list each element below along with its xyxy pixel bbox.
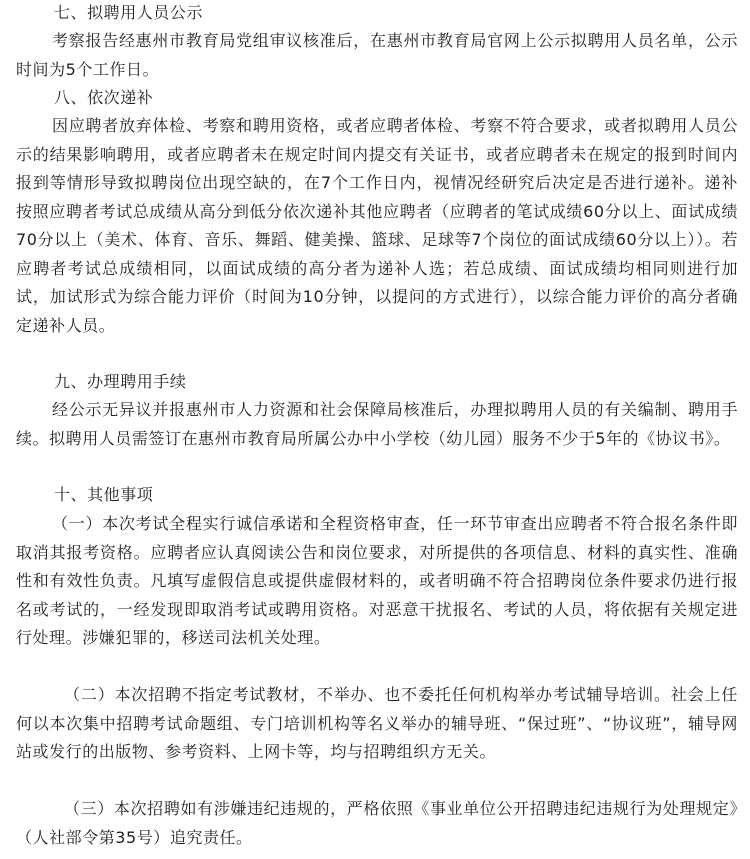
section-10-paragraph-1: （一）本次考试全程实行诚信承诺和全程资格审查，任一环节审查出应聘者不符合报名条件即取消其报考资格。应聘者应认真阅读公告和岗位要求，对所提供的各项信息、材料的真实性、准确性和有效性负责。凡填写虚假信息或提供虚假材料的，或者明确不符合招聘岗位条件要求仍进行报名或考试的，一经发现即取消考试或聘用资格。对恶意干扰报名、考试的人员，将依据有关规定进行处理。涉嫌犯罪的，移送司法机关处理。 [16, 514, 738, 647]
section-heading-7: 七、拟聘用人员公示 [54, 3, 203, 22]
section-8-paragraph-1: 因应聘者放弃体检、考察和聘用资格，或者应聘者体检、考察不符合要求，或者拟聘用人员公示的结果影响聘用，或者应聘者未在规定时间内提交有关证书，或者应聘者未在规定的报到时间内报到等情形导致拟聘岗位出现空缺的，在7个工作日内，视情况经研究后决定是否进行递补。递补按照应聘者考试总成绩从高分到低分依次递补其他应聘者（应聘者的笔试成绩60分以上、面试成绩70分以上（美术、体育、音乐、舞蹈、健美操、篮球、足球等7个岗位的面试成绩60分以上））。若应聘者考试总成绩相同，以面试成绩的高分者为递补人选；若总成绩、面试成绩均相同则进行加试，加试形式为综合能力评价（时间为10分钟，以提问的方式进行），以综合能力评价的高分者确定递补人员。 [16, 116, 738, 335]
section-10-paragraph-2: （二）本次招聘不指定考试教材，不举办、也不委托任何机构举办考试辅导培训。社会上任何以本次集中招聘考试命题组、专门培训机构等名义举办的辅导班、“保过班”、“协议班”，辅导网站或发行的出版物、参考资料、上网卡等，均与招聘组织方无关。 [16, 685, 738, 761]
section-heading-10: 十、其他事项 [54, 485, 154, 504]
section-heading-9: 九、办理聘用手续 [54, 372, 187, 391]
section-9-paragraph-1: 经公示无异议并报惠州市人力资源和社会保障局核准后，办理拟聘用人员的有关编制、聘用手续。拟聘用人员需签订在惠州市教育局所属公办中小学校（幼儿园）服务不少于5年的《协议书》。 [16, 400, 738, 448]
section-10-paragraph-3: （三）本次招聘如有涉嫌违纪违规的，严格依照《事业单位公开招聘违纪违规行为处理规定》（人社部令第35号）追究责任。 [16, 799, 738, 847]
section-7-paragraph-1: 考察报告经惠州市教育局党组审议核准后，在惠州市教育局官网上公示拟聘用人员名单，公示时间为5个工作日。 [16, 31, 738, 79]
section-heading-8: 八、依次递补 [54, 88, 154, 107]
